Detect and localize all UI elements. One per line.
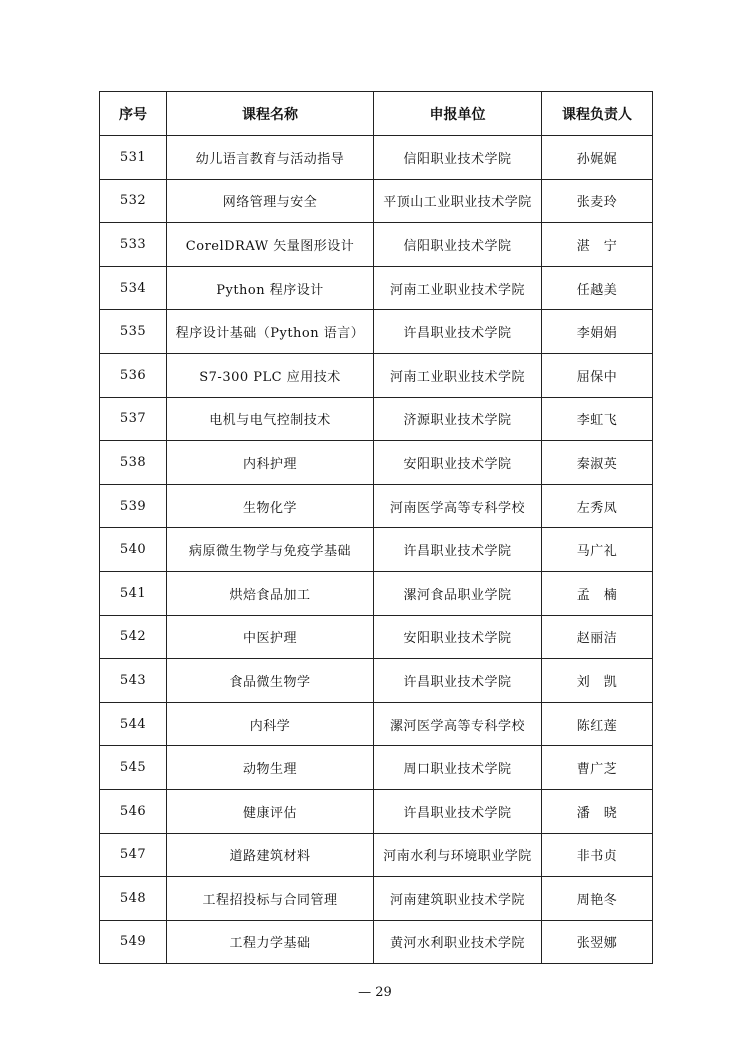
cell-no: 548 [100,877,167,921]
cell-unit: 许昌职业技术学院 [374,659,542,703]
header-row [100,92,653,136]
cell-course-lead: 屈保中 [542,353,653,397]
cell-course-lead: 李娟娟 [542,310,653,354]
cell-no: 549 [100,920,167,964]
cell-no: 535 [100,310,167,354]
cell-course-lead: 张麦玲 [542,179,653,223]
cell-course-name: 病原微生物学与免疫学基础 [167,528,374,572]
cell-unit: 河南工业职业技术学院 [374,266,542,310]
cell-unit: 许昌职业技术学院 [374,310,542,354]
cell-no: 534 [100,266,167,310]
cell-unit: 黄河水利职业技术学院 [374,920,542,964]
page-number: — 29 [358,985,392,1000]
table-row [100,528,653,572]
cell-course-lead: 马广礼 [542,528,653,572]
table-row [100,659,653,703]
cell-course-name: 内科学 [167,702,374,746]
header-no: 序号 [100,92,167,136]
header-unit: 申报单位 [374,92,542,136]
table-row [100,353,653,397]
cell-course-lead: 陈红莲 [542,702,653,746]
table-row [100,877,653,921]
cell-no: 537 [100,397,167,441]
table-row [100,179,653,223]
table-row [100,833,653,877]
cell-course-lead: 湛 宁 [542,223,653,267]
cell-no: 539 [100,484,167,528]
table-header [100,92,653,136]
cell-no: 542 [100,615,167,659]
cell-course-lead: 孟 楠 [542,571,653,615]
cell-course-lead: 赵丽洁 [542,615,653,659]
cell-course-name: 电机与电气控制技术 [167,397,374,441]
table-row [100,571,653,615]
table-row [100,746,653,790]
cell-course-name: 动物生理 [167,746,374,790]
cell-course-name: 工程招投标与合同管理 [167,877,374,921]
cell-unit: 漯河医学高等专科学校 [374,702,542,746]
header-course-lead: 课程负责人 [542,92,653,136]
cell-course-lead: 周艳冬 [542,877,653,921]
cell-no: 532 [100,179,167,223]
cell-course-name: Python 程序设计 [167,266,374,310]
cell-course-name: 内科护理 [167,441,374,485]
cell-course-lead: 张翌娜 [542,920,653,964]
cell-unit: 信阳职业技术学院 [374,136,542,180]
table-row [100,615,653,659]
cell-unit: 济源职业技术学院 [374,397,542,441]
cell-course-lead: 左秀凤 [542,484,653,528]
table-row [100,920,653,964]
cell-unit: 周口职业技术学院 [374,746,542,790]
table-row [100,136,653,180]
cell-unit: 许昌职业技术学院 [374,528,542,572]
table-body [100,136,653,964]
cell-no: 541 [100,571,167,615]
cell-unit: 许昌职业技术学院 [374,789,542,833]
cell-course-lead: 潘 晓 [542,789,653,833]
course-table [99,91,653,964]
cell-course-lead: 刘 凯 [542,659,653,703]
cell-no: 545 [100,746,167,790]
table-row [100,484,653,528]
cell-course-name: 中医护理 [167,615,374,659]
cell-unit: 河南建筑职业技术学院 [374,877,542,921]
cell-no: 540 [100,528,167,572]
cell-no: 547 [100,833,167,877]
cell-course-lead: 李虹飞 [542,397,653,441]
cell-no: 546 [100,789,167,833]
cell-course-lead: 秦淑英 [542,441,653,485]
cell-unit: 信阳职业技术学院 [374,223,542,267]
cell-unit: 平顶山工业职业技术学院 [374,179,542,223]
cell-course-name: 幼儿语言教育与活动指导 [167,136,374,180]
cell-course-name: S7-300 PLC 应用技术 [167,353,374,397]
table-row [100,310,653,354]
cell-course-name: 道路建筑材料 [167,833,374,877]
cell-unit: 河南工业职业技术学院 [374,353,542,397]
cell-unit: 安阳职业技术学院 [374,615,542,659]
header-course-name: 课程名称 [167,92,374,136]
cell-course-name: 生物化学 [167,484,374,528]
cell-course-lead: 孙娓娓 [542,136,653,180]
table-row [100,266,653,310]
cell-unit: 安阳职业技术学院 [374,441,542,485]
cell-no: 533 [100,223,167,267]
table-row [100,789,653,833]
cell-no: 543 [100,659,167,703]
cell-course-lead: 曹广芝 [542,746,653,790]
cell-course-name: CorelDRAW 矢量图形设计 [167,223,374,267]
cell-unit: 河南医学高等专科学校 [374,484,542,528]
cell-course-name: 烘焙食品加工 [167,571,374,615]
table-row [100,397,653,441]
cell-no: 538 [100,441,167,485]
cell-no: 536 [100,353,167,397]
table-row [100,702,653,746]
cell-course-name: 食品微生物学 [167,659,374,703]
cell-course-name: 程序设计基础（Python 语言） [167,310,374,354]
cell-no: 544 [100,702,167,746]
cell-course-name: 健康评估 [167,789,374,833]
cell-no: 531 [100,136,167,180]
table-row [100,223,653,267]
cell-unit: 漯河食品职业学院 [374,571,542,615]
cell-course-name: 网络管理与安全 [167,179,374,223]
table-row [100,441,653,485]
cell-course-lead: 非书贞 [542,833,653,877]
cell-course-name: 工程力学基础 [167,920,374,964]
cell-unit: 河南水利与环境职业学院 [374,833,542,877]
cell-course-lead: 任越美 [542,266,653,310]
